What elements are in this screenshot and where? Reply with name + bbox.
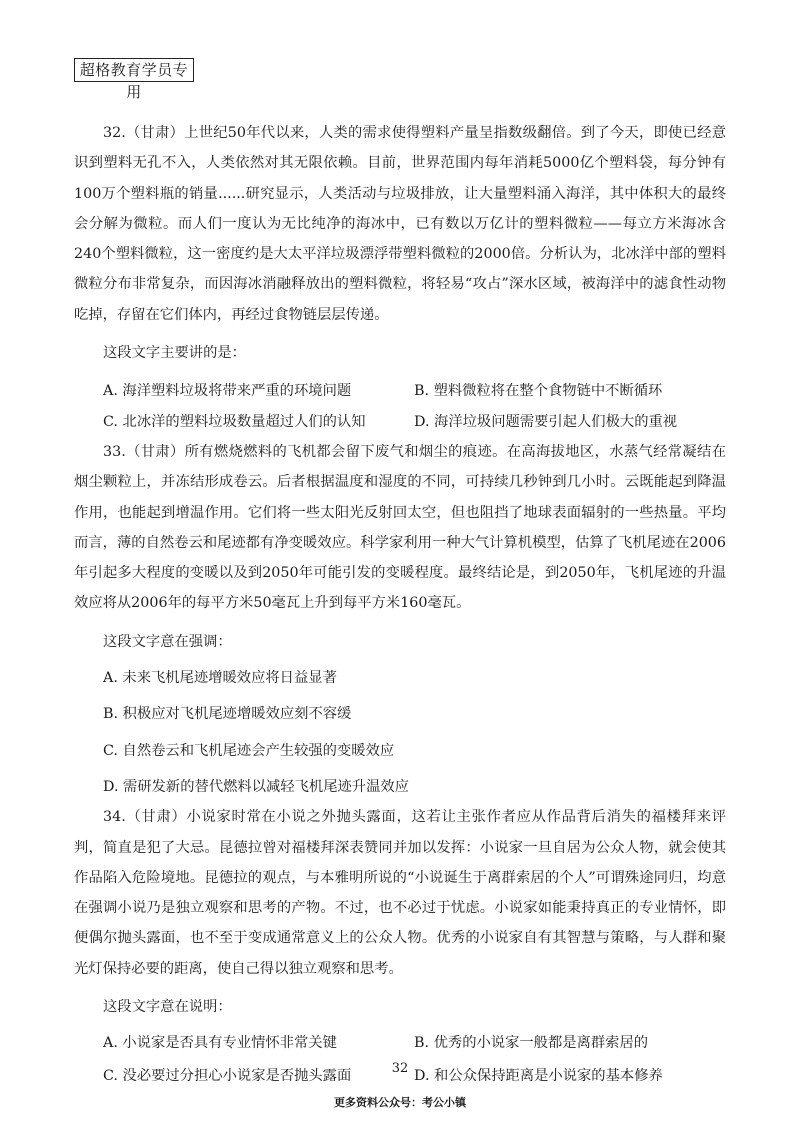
page-number: 32 [391,1061,409,1076]
question-32-option-c: C. 北冰洋的塑料垃圾数量超过人们的认知 [103,413,366,430]
question-34-option-d: D. 和公众保持距离是小说家的基本修养 [414,1067,663,1084]
question-34-stem: 这段文字意在说明： [103,999,232,1016]
question-33-option-b: B. 积极应对飞机尾迹增暖效应刻不容缓 [103,706,352,723]
question-34-text: 34.（甘肃）小说家时常在小说之外抛头露面，这若让主张作者应从作品背后消失的福楼拜来评判，简直是犯了大忌。昆德拉曾对福楼拜深表赞同并加以发挥：小说家一旦自居为公众人物，就会使其作品陷入危险境地。昆德拉的观点，与本雅明所说的“小说诞生于离群索居的个人”可谓殊途同归，均意在强调小说乃是独立观察和思考的产物。不过，也不必过于忧虑。小说家如能秉持真正的专业情怀，即便偶尔抛头露面，也不至于变成通常意义上的公众人物。优秀的小说家自有其智慧与策略，与人群和聚光灯保持必要的距离，使自己得以独立观察和思考。 [74,809,726,977]
question-32-text: 32.（甘肃）上世纪50年代以来，人类的需求使得塑料产量呈指数级翻倍。到了今天，即使已经意识到塑料无孔不入，人类依然对其无限依赖。目前，世界范围内每年消耗5000亿个塑料袋，每分钟有100万个塑料瓶的销量......研究显示，人类活动与垃圾排放，让大量塑料涌入海洋，其中体积大的最终会分解为微粒。而人们一度认为无比纯净的海冰中，已有数以万亿计的塑料微粒——每立方米海冰含240个塑料微粒，这一密度约是大太平洋垃圾漂浮带塑料微粒的2000倍。分析认为，北冰洋中部的塑料微粒分布非常复杂，而因海冰消融释放出的塑料微粒，将轻易“攻占”深水区域，被海洋中的滤食性动物吃掉，存留在它们体内，再经过食物链层层传递。 [74,125,726,323]
question-32-options-row-2 [74,407,726,437]
question-32-stem: 这段文字主要讲的是： [103,345,246,362]
question-32-option-a: A. 海洋塑料垃圾将带来严重的环境问题 [103,383,352,400]
question-34-options-row-1 [74,1028,726,1058]
question-33-option-a: A. 未来飞机尾迹增暖效应将日益显著 [103,670,337,687]
question-33-text: 33.（甘肃）所有燃烧燃料的飞机都会留下废气和烟尘的痕迹。在高海拔地区，水蒸气经常凝结在烟尘颗粒上，并冻结形成卷云。后者根据温度和湿度的不同，可持续几秒钟到几小时。云既能起到降温作用，也能起到增温作用。它们将一些太阳光反射回太空，但也阻挡了地球表面辐射的一些热量。平均而言，薄的自然卷云和尾迹都有净变暖效应。科学家利用一种大气计算机模型，估算了飞机尾迹在2006年引起多大程度的变暖以及到2050年可能引发的变暖程度。最终结论是，到2050年，飞机尾迹的升温效应将从2006年的每平方米50毫瓦上升到每平方米160毫瓦。 [74,443,726,612]
page-content [74,118,726,1091]
question-33-option-d: D. 需研发新的替代燃料以减轻飞机尾迹升温效应 [103,778,409,795]
question-32-options-row-1 [74,376,726,406]
question-34-option-b: B. 优秀的小说家一般都是离群索居的 [414,1035,649,1052]
question-32-option-d: D. 海洋垃圾问题需要引起人们极大的重视 [414,413,678,430]
question-33-stem: 这段文字意在强调： [103,633,232,650]
question-34-option-a: A. 小说家是否具有专业情怀非常关键 [103,1035,337,1052]
header-label: 超格教育学员专用 [74,58,194,82]
question-33-option-c: C. 自然卷云和飞机尾迹会产生较强的变暖效应 [103,742,395,759]
question-34-option-c: C. 没必要过分担心小说家是否抛头露面 [103,1067,352,1084]
footer-text: 更多资料公众号：考公小镇 [334,1096,466,1109]
question-32-option-b: B. 塑料微粒将在整个食物链中不断循环 [414,383,663,400]
